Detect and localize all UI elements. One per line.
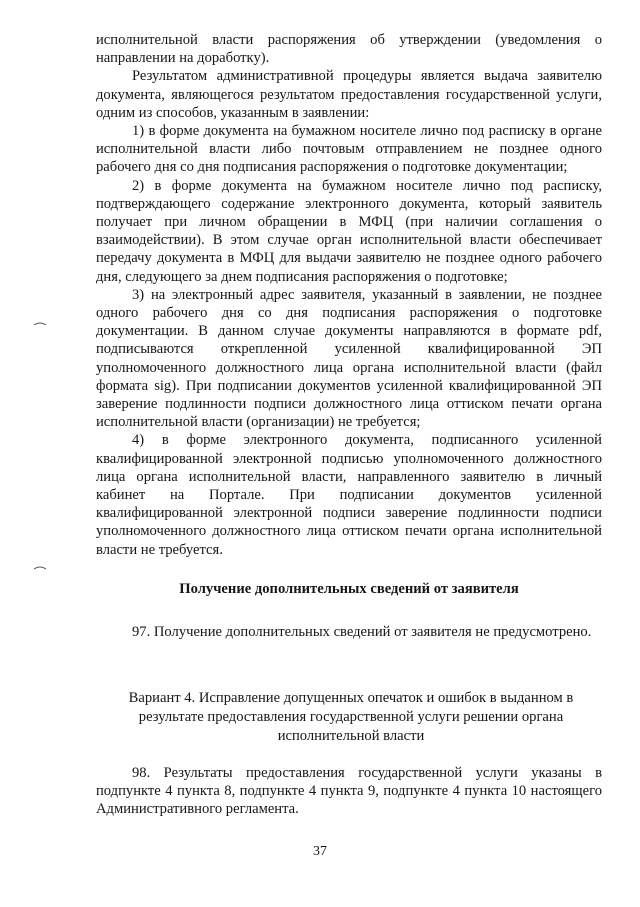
paragraph-98: 98. Результаты предоставления государственной услуги указаны в подпункте 4 пункта 8, подпункте 4 пункта 9, подпункте 4 пункта 10 настоящего Административного регламента. xyxy=(96,765,602,818)
list-item-2: 2) в форме документа на бумажном носителе лично под расписку, подтверждающего содержание электронного документа, который заявитель получает при личном обращении в МФЦ (при наличии соглашения о взаимодействии). В этом случае орган исполнительной власти обеспечивает передачу документа в МФЦ для выдачи заявителю не позднее одного рабочего дня, следующего за днем подписания распоряжения о подготовке; xyxy=(96,177,602,285)
variant-heading: Вариант 4. Исправление допущенных опечаток и ошибок в выданном в результате предоставления государственной услуги решении органа исполнительной власти xyxy=(128,690,574,744)
paragraph-97: 97. Получение дополнительных сведений от заявителя не предусмотрено. xyxy=(132,624,592,640)
list-item-4: 4) в форме электронного документа, подписанного усиленной квалифицированной электронной подписью уполномоченного должностного лица органа исполнительной власти, направленного заявителю в личный кабинет на Портале. При подписании документов усиленной квалифицированной электронной подписи заверение подлинности подписи уполномоченного должностного лица оттиском печати органа исполнительной власти не требуется. xyxy=(96,432,602,558)
list-item-1: 1) в форме документа на бумажном носителе лично под расписку в органе исполнительной власти либо почтовым отправлением не позднее одного рабочего дня со дня подписания распоряжения о подготовке документации; xyxy=(96,123,602,176)
page-number: 37 xyxy=(313,844,327,859)
paragraph-continuation: исполнительной власти распоряжения об утверждении (уведомления о направлении на доработку). xyxy=(96,32,602,67)
list-item-3: 3) на электронный адрес заявителя, указанный в заявлении, не позднее одного рабочего дня со дня подписания распоряжения о подготовке документации. В данном случае документы направляются в формате pdf, подписываются открепленной усиленной квалифицированной ЭП уполномоченного должностного лица органа исполнительной власти (файл формата sig). При подписании документов усиленной квалифицированной ЭП заверение подлинности подписи должностного лица оттиском печати органа исполнительной власти (организации) не требуется; xyxy=(96,286,602,431)
scan-mark-icon xyxy=(34,566,46,570)
paragraph-97-block xyxy=(96,623,602,641)
scan-mark-icon xyxy=(34,322,46,326)
paragraph-result: Результатом административной процедуры является выдача заявителю документа, являющегося результатом предоставления государственной услуги, одним из способов, указанным в заявлении: xyxy=(96,68,602,121)
paragraph-98-block xyxy=(96,764,602,819)
section-heading: Получение дополнительных сведений от заявителя xyxy=(179,581,519,597)
main-text-block xyxy=(96,31,602,559)
